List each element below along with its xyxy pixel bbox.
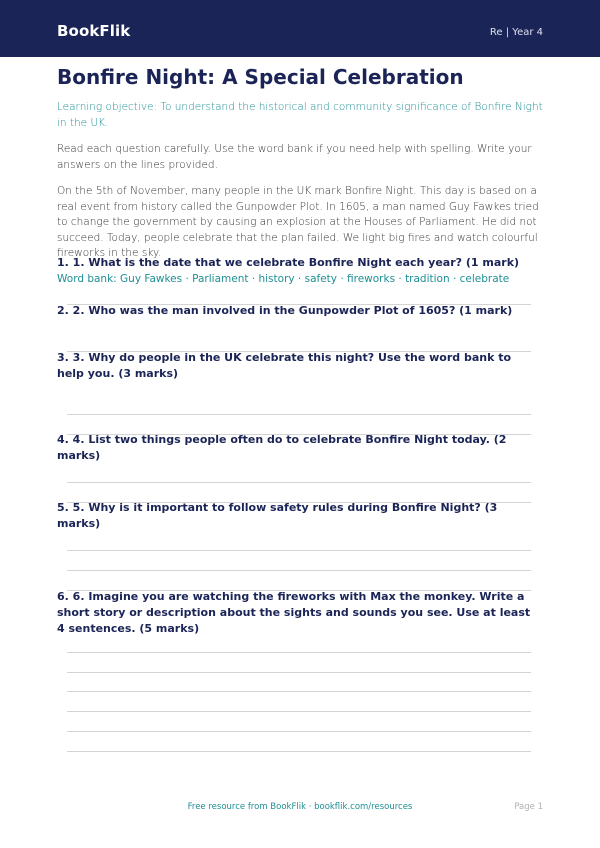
page-number: Page 1 — [514, 802, 543, 812]
answer-line[interactable] — [67, 414, 531, 415]
brand-logo: BookFlik — [57, 22, 131, 40]
question-4: 4. 4. List two things people often do to celebrate Bonfire Night today. (2 marks) — [57, 433, 507, 462]
header-meta: Re | Year 4 — [489, 27, 543, 38]
instructions: Read each question carefully. Use the word bank if you need help with spelling. Write your answers on the lines provided. — [57, 143, 532, 171]
question-5: 5. 5. Why is it important to follow safety rules during Bonfire Night? (3 marks) — [57, 501, 498, 530]
page-header — [0, 0, 600, 57]
answer-line[interactable] — [67, 751, 531, 752]
answer-line[interactable] — [67, 652, 531, 653]
question-2: 2. 2. Who was the man involved in the Gunpowder Plot of 1605? (1 mark) — [57, 304, 513, 317]
answer-line[interactable] — [67, 482, 531, 483]
word-bank: Word bank: Guy Fawkes · Parliament · history · safety · fireworks · tradition · celebrate — [57, 272, 510, 285]
question-6: 6. 6. Imagine you are watching the fireworks with Max the monkey. Write a short story or description about the sights and sounds you see. Use at least 4 sentences. (5 marks) — [57, 590, 531, 635]
answer-line[interactable] — [67, 550, 531, 551]
answer-line[interactable] — [67, 570, 531, 571]
page-title: Bonfire Night: A Special Celebration — [57, 65, 464, 89]
intro-section — [57, 65, 543, 285]
question-3: 3. 3. Why do people in the UK celebrate this night? Use the word bank to help you. (3 marks) — [57, 351, 512, 380]
question-1: 1. 1. What is the date that we celebrate Bonfire Night each year? (1 mark) — [57, 256, 520, 269]
footer-link[interactable]: Free resource from BookFlik · bookflik.com/resources — [187, 802, 413, 812]
answer-line[interactable] — [67, 672, 531, 673]
answer-line[interactable] — [67, 731, 531, 732]
passage: On the 5th of November, many people in the UK mark Bonfire Night. This day is based on a real event from history called the Gunpowder Plot. In 1605, a man named Guy Fawkes tried to change the government by causing an explosion at the Houses of Parliament. He did not succeed. Today, people celebrate that the plan failed. We light big fires and watch colourful fireworks in the sky. — [57, 185, 539, 259]
answer-line[interactable] — [67, 711, 531, 712]
learning-objective: Learning objective: To understand the historical and community significance of Bonfire Night in the UK. — [57, 101, 543, 129]
answer-line[interactable] — [67, 691, 531, 692]
